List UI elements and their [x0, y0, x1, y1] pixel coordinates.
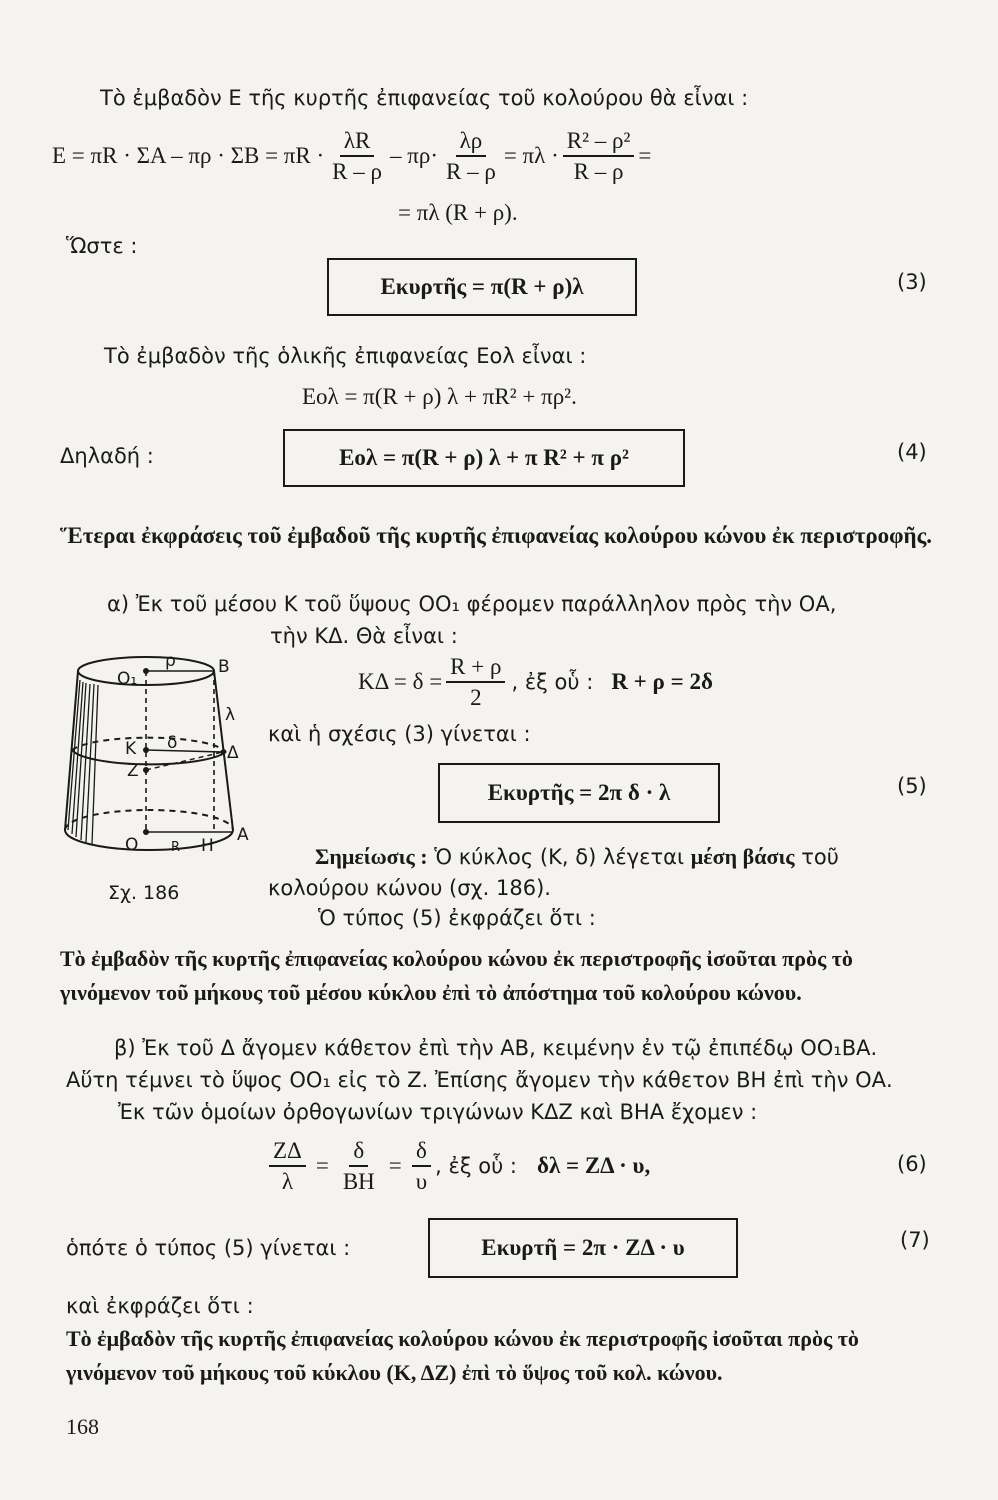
relation-3-text: καὶ ἡ σχέσις (3) γίνεται :	[268, 722, 531, 746]
label-b: B	[218, 657, 230, 677]
figure-186	[55, 640, 265, 870]
eq6-fraction-3: $\frac{\delta}{\upsilon}$	[412, 1138, 431, 1195]
label-r: R	[171, 840, 181, 855]
alpha-line-1: α) Ἐκ τοῦ μέσου Κ τοῦ ὕψους ΟΟ₁ φέρομεν παράλληλον πρὸς τὴν ΟΑ,	[107, 592, 837, 616]
eq6-mid: , ἐξ οὗ :	[435, 1154, 517, 1179]
label-rho: ρ	[165, 651, 176, 671]
eq-kd-result: R + ρ = 2δ	[611, 669, 713, 695]
note-text-1: Ὁ κύκλος (Κ, δ) λέγεται	[434, 845, 685, 869]
equation-number-7: (7)	[900, 1228, 930, 1252]
page-number: 168	[66, 1414, 99, 1439]
equation-number-4: (4)	[897, 440, 927, 464]
section-heading: Ἕτεραι ἐκφράσεις τοῦ ἐμβαδοῦ τῆς κυρτῆς ἐπιφανείας κολούρου κώνου ἐκ περιστροφῆς.	[60, 523, 933, 548]
equation-total: Εολ = π(R + ρ) λ + πR² + πρ².	[302, 384, 577, 409]
label-lambda: λ	[225, 705, 236, 725]
equation-number-6: (6)	[897, 1152, 927, 1176]
beta-line-3: Ἐκ τῶν ὁμοίων ὀρθογωνίων τριγώνων ΚΔΖ καὶ ΒΗΑ ἔχομεν :	[118, 1100, 758, 1124]
eq6-result: δλ = ΖΔ · υ,	[537, 1153, 651, 1179]
equation-1	[52, 128, 651, 185]
opote-text: ὁπότε ὁ τύπος (5) γίνεται :	[66, 1236, 351, 1260]
formula-box-4: Eολ = π(R + ρ) λ + π R² + π ρ²	[283, 429, 685, 487]
eq6-fraction-1: $\frac{Z\Delta}{\lambda}$	[269, 1138, 306, 1195]
eq1-line2: = πλ (R + ρ).	[398, 200, 518, 225]
intro-text: Τὸ ἐμβαδὸν Ε τῆς κυρτῆς ἐπιφανείας τοῦ κολούρου θὰ εἶναι :	[100, 86, 749, 110]
segment-kd	[146, 750, 223, 752]
note-text-2: τοῦ	[801, 845, 839, 869]
eq1-fraction-3: $\frac{\text{R² – ρ²}}{R - \rho}$	[563, 128, 635, 185]
beta-line-2: Αὕτη τέμνει τὸ ὕψος ΟΟ₁ εἰς τὸ Ζ. Ἐπίσης ἄγομεν τὴν κάθετον ΒΗ ἐπὶ τὴν ΟΑ.	[66, 1068, 893, 1092]
label-o1: O₁	[117, 669, 138, 689]
eq-kd-lhs: ΚΔ = δ =	[358, 669, 443, 695]
total-surface-intro: Τὸ ἐμβαδὸν τῆς ὁλικῆς ἐπιφανείας Εολ εἶναι :	[104, 344, 587, 368]
label-k: K	[125, 739, 137, 759]
equation-number-3: (3)	[897, 270, 927, 294]
note-line-1	[315, 844, 839, 870]
formula-box-3: Eκυρτῆς = π(R + ρ)λ	[327, 258, 637, 316]
label-delta: Δ	[227, 743, 239, 763]
formula-box-5: Eκυρτῆς = 2π δ · λ	[438, 763, 720, 823]
formula-box-7: Eκυρτῆ = 2π · ΖΔ · υ	[428, 1218, 738, 1278]
equation-6: $\frac{Z\Delta}{\lambda}$ = $\frac{\delta}{BH}$ = $\frac{\delta}{\upsilon}$ , ἐξ οὗ : δλ = ΖΔ · υ,	[265, 1138, 650, 1195]
alpha-line-2: τὴν ΚΔ. Θὰ εἶναι :	[270, 624, 458, 648]
eq6-fraction-2: $\frac{\delta}{BH}$	[342, 1138, 375, 1195]
segment-zd	[146, 752, 223, 770]
bottom-ellipse-back	[65, 810, 233, 830]
eq1-lhs: Ε = πR · ΣΑ – πρ · ΣΒ = πR ·	[52, 143, 325, 169]
note-line-2: κολούρου κώνου (σχ. 186).	[268, 876, 551, 900]
label-a: A	[237, 825, 249, 845]
statement-2: Τὸ ἐμβαδὸν τῆς κυρτῆς ἐπιφανείας κολούρου κώνου ἐκ περιστροφῆς ἰσοῦται πρὸς τὸ γινόμενον τοῦ μήκους τοῦ κύκλου (Κ, ΔΖ) ἐπὶ τὸ ὕψος τοῦ κολ. κώνου.	[66, 1326, 859, 1385]
eq-kd-fraction: $\frac{R + \rho}{2}$	[446, 654, 505, 711]
label-delta-small: δ	[167, 733, 178, 753]
note-label: Σημείωσις :	[315, 844, 428, 869]
eq1-tail: =	[638, 143, 652, 169]
label-o: O	[125, 835, 139, 855]
eq1-mid2: = πλ ·	[503, 143, 559, 169]
eq1-fraction-1: $\frac{\lambda R}{R - \rho}$	[332, 128, 382, 185]
eq1-fraction-2: $\frac{\lambda\rho}{R - \rho}$	[446, 128, 496, 185]
note-bold-term: μέση βάσις	[690, 844, 795, 869]
beta-line-1: β) Ἐκ τοῦ Δ ἄγομεν κάθετον ἐπὶ τὴν ΑΒ, κειμένην ἐν τῷ ἐπιπέδῳ ΟΟ₁ΒΑ.	[114, 1036, 878, 1060]
ekfrazei-text: καὶ ἐκφράζει ὅτι :	[66, 1294, 254, 1318]
equation-kd	[358, 654, 713, 711]
eq1-mid: – πρ·	[390, 143, 438, 169]
oste-label: Ὥστε :	[66, 234, 138, 258]
figure-caption: Σχ. 186	[108, 882, 180, 904]
dilady-label: Δηλαδή :	[60, 444, 154, 468]
equation-number-5: (5)	[897, 774, 927, 798]
statement-1: Τὸ ἐμβαδὸν τῆς κυρτῆς ἐπιφανείας κολούρου κώνου ἐκ περιστροφῆς ἰσοῦται πρὸς τὸ γινόμενον τοῦ μήκους τοῦ μέσου κύκλου ἐπὶ τὸ ἀπόστημα τοῦ κολούρου κώνου.	[60, 946, 853, 1005]
label-z: Z	[127, 761, 139, 781]
eq-kd-mid: , ἐξ οὗ :	[511, 670, 594, 695]
type-5-text: Ὁ τύπος (5) ἐκφράζει ὅτι :	[318, 906, 596, 930]
label-h: H	[201, 836, 214, 856]
